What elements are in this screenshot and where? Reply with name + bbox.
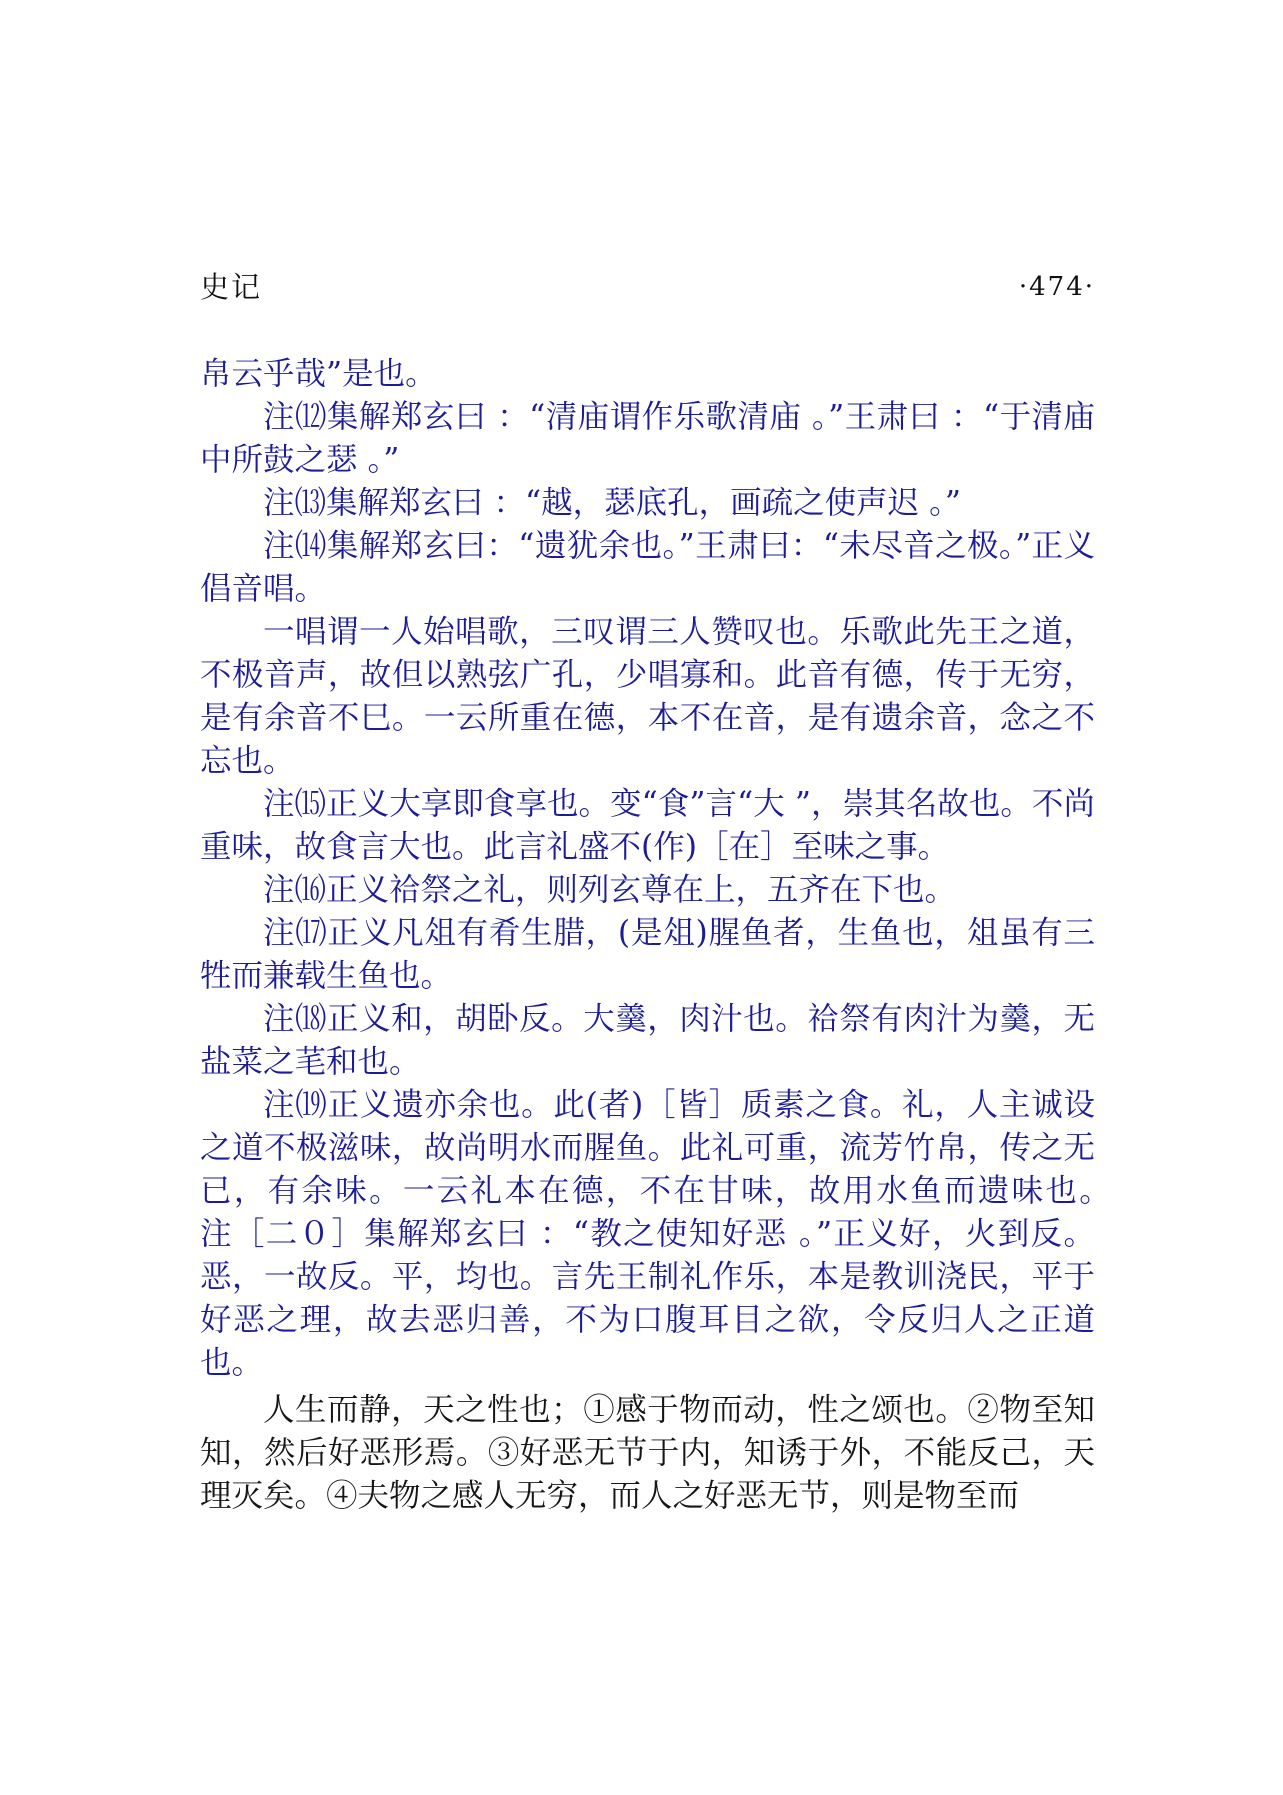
- note-18-paragraph: 注⒅正义和，胡卧反。大羹，肉汁也。祫祭有肉汁为羹，无盐菜之芼和也。: [200, 1001, 1095, 1080]
- note-15-paragraph: 注⒂正义大享即食享也。变“食”言“大 ”，崇其名故也。不尚重味，故食言大也。此言礼盛不(作)［在］至味之事。: [200, 786, 1095, 865]
- page-header: [200, 265, 1095, 309]
- note-13-paragraph: 注⒀集解郑玄曰 ：“越，瑟底孔，画疏之使声迟 。”: [263, 485, 961, 521]
- note-14-paragraph: 注⒁集解郑玄曰：“遗犹余也。”王肃曰：“未尽音之极。”正义倡音唱。: [200, 528, 1095, 607]
- page-body: [200, 353, 1159, 1518]
- paragraph-continuation: 帛云乎哉”是也。: [200, 356, 437, 392]
- page-number: ·474·: [1018, 272, 1095, 302]
- note-12-paragraph: 注⑿集解郑玄曰 ：“清庙谓作乐歌清庙 。”王肃曰 ：“于清庙中所鼓之瑟 。”: [200, 399, 1095, 478]
- note-17-paragraph: 注⒄正义凡俎有肴生腊，(是俎)腥鱼者，生鱼也，俎虽有三牲而兼载生鱼也。: [200, 915, 1095, 994]
- note-19-20-paragraph: 注⒆正义遗亦余也。此(者)［皆］质素之食。礼，人主诚设之道不极滋味，故尚明水而腥鱼。此礼可重，流芳竹帛，传之无已，有余味。一云礼本在德，不在甘味，故用水鱼而遗味也。 注［二０］集解郑玄曰 ：“教之使知好恶 。”正义好，火到反。恶，一故反。平，均也。言先王制礼作乐，本是教训浇民，平于好恶之理，故去恶归善，不为口腹耳目之欲，令反归人之正道也。: [200, 1087, 1159, 1381]
- note-16-paragraph: 注⒃正义祫祭之礼，则列玄尊在上，五齐在下也。: [263, 872, 957, 908]
- commentary-paragraph: 一唱谓一人始唱歌，三叹谓三人赞叹也。乐歌此先王之道，不极音声，故但以熟弦广孔，少唱寡和。此音有德，传于无穷，是有余音不巳。一云所重在德，本不在音，是有遗余音，念之不忘也。: [200, 614, 1095, 779]
- main-text-paragraph: 人生而静，天之性也；①感于物而动，性之颂也。②物至知知，然后好恶形焉。③好恶无节于内，知诱于外，不能反己，天理灭矣。④夫物之感人无穷，而人之好恶无节，则是物至而: [200, 1392, 1095, 1514]
- book-title: 史记: [200, 270, 263, 304]
